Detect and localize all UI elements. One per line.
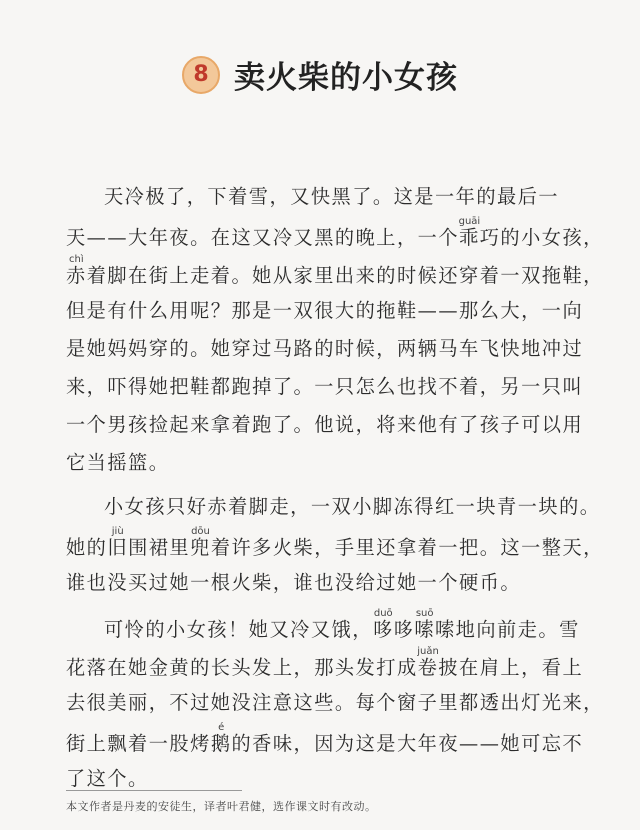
text-line: 它当摇篮。 — [66, 451, 170, 474]
pinyin-suo: suō — [414, 608, 435, 619]
text-line-with-pinyin: 她的旧jiù围裙里兜dōu着许多火柴，手里还拿着一把。这一整天， — [66, 526, 604, 559]
text-line: 但是有什么用呢？那是一双很大的拖鞋——那么大，一向 — [66, 299, 584, 322]
pinyin-guai: guāi — [458, 216, 481, 227]
lesson-number-badge: 8 — [182, 56, 220, 94]
footnote: 本文作者是丹麦的安徒生，译者叶君健，选作课文时有改动。 — [66, 800, 377, 813]
paragraph-1 — [66, 178, 604, 482]
pinyin-jiu: jiù — [107, 526, 129, 537]
lesson-body — [66, 178, 604, 804]
text-line-with-pinyin: 天——大年夜。在这又冷又黑的晚上，一个乖guāi巧的小女孩， — [66, 216, 604, 249]
text-line: 了这个。 — [66, 767, 149, 790]
text-line: 来，吓得她把鞋都跑掉了。一只怎么也找不着，另一只叫 — [66, 375, 584, 398]
paragraph-2 — [66, 488, 604, 602]
text-line-with-pinyin: 赤chì着脚在街上走着。她从家里出来的时候还穿着一双拖鞋， — [66, 254, 604, 287]
text-line-with-pinyin: 街上飘着一股烤鹅é的香味，因为这是大年夜——她可忘不 — [66, 722, 584, 755]
pinyin-chi: chì — [66, 254, 87, 265]
text-line: 小女孩只好赤着脚走，一双小脚冻得红一块青一块的。 — [104, 495, 601, 518]
pinyin-duo: duō — [372, 608, 394, 619]
lesson-header — [0, 52, 640, 97]
text-line: 谁也没买过她一根火柴，谁也没给过她一个硬币。 — [66, 571, 522, 594]
pinyin-dou: dōu — [190, 526, 211, 537]
pinyin-e: é — [210, 722, 232, 733]
text-line-with-pinyin: 可怜的小女孩！她又冷又饿，哆duō哆嗦suō嗦地向前走。雪 — [104, 608, 580, 641]
text-line: 是她妈妈穿的。她穿过马路的时候，两辆马车飞快地冲过 — [66, 337, 584, 360]
text-line: 去很美丽，不过她没注意这些。每个窗子里都透出灯光来， — [66, 691, 604, 714]
pinyin-juan: juǎn — [417, 646, 439, 657]
text-line: 天冷极了，下着雪，又快黑了。这是一年的最后一 — [104, 185, 560, 208]
footnote-divider — [66, 790, 242, 791]
text-line: 一个男孩捡起来拿着跑了。他说，将来他有了孩子可以用 — [66, 413, 584, 436]
text-line-with-pinyin: 花落在她金黄的长头发上，那头发打成卷juǎn披在肩上，看上 — [66, 646, 584, 679]
lesson-title: 卖火柴的小女孩 — [234, 60, 458, 96]
paragraph-3 — [66, 608, 604, 798]
